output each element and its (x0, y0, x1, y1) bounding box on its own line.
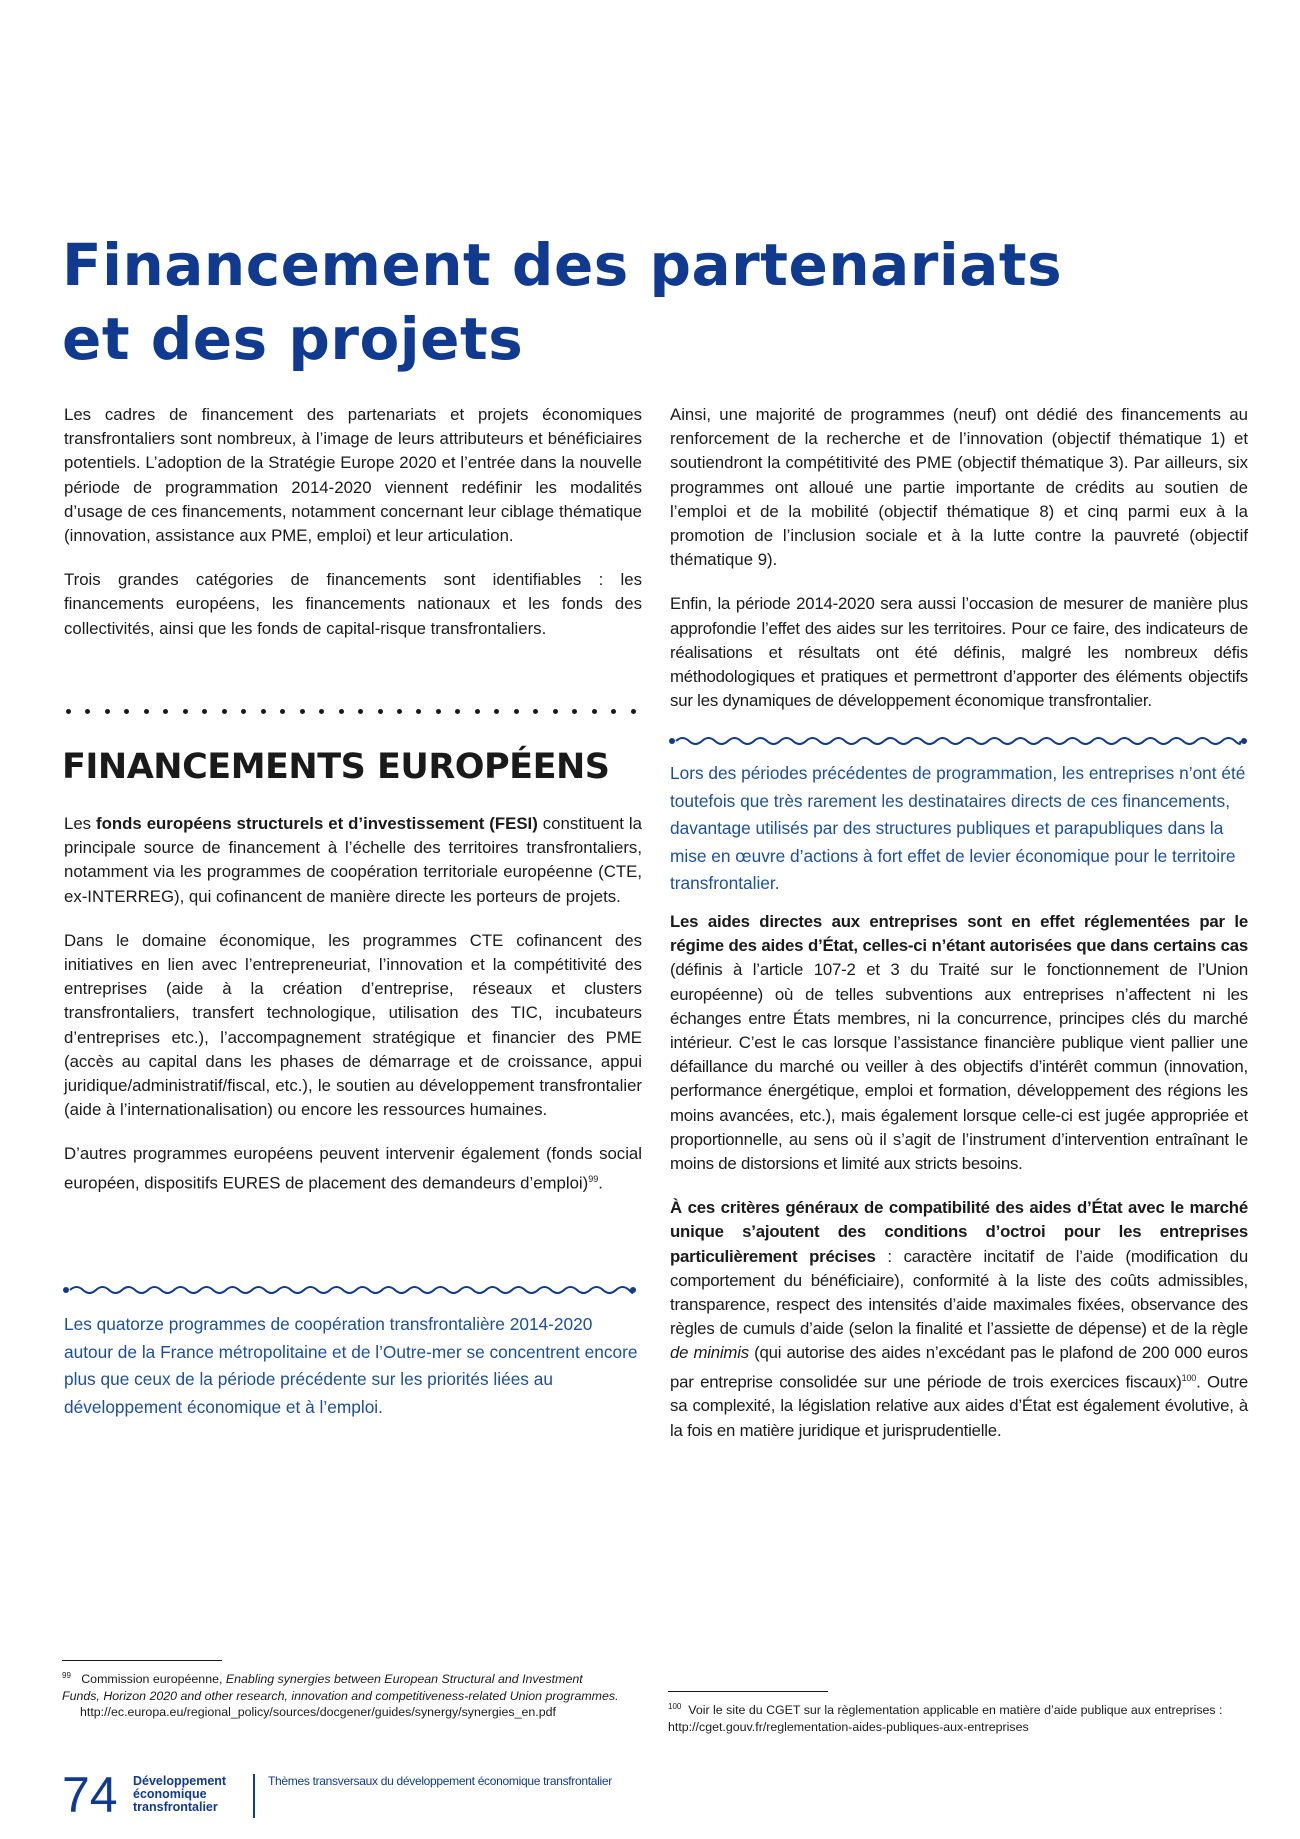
other-programs-paragraph: D’autres programmes européens peuvent intervenir également (fonds social européen, dispositifs EURES de placement des demandeurs d’emploi)$^{99}$. (64, 1144, 642, 1193)
footnote-100: $^{100}$ Voir le site du CGET sur la règlementation applicable en matière d’aide publique aux entreprises : http://cget.gouv.fr/reglementation-aides-publiques-aux-entreprises (668, 1702, 1223, 1734)
footnote-99-link[interactable]: http://ec.europa.eu/regional_policy/sources/docgener/guides/synergy/synergies_en.pdf (80, 1705, 556, 1720)
intro-paragraph: Les cadres de financement des partenariats et projets économiques transfrontaliers sont nombreux, à l’image de leurs attributeurs et bénéficiaires potentiels. L’adoption de la Stratégie Europe 2020 et l’entrée dans la nouvelle période de programmation 2014-2020 viennent redéfinir les modalités d’usage de ces financements, notamment concernant leur ciblage thématique (innovation, assistance aux PME, emploi) et leur articulation. (64, 405, 642, 546)
footer-brand: Développement économique transfrontalier (133, 1774, 227, 1814)
left-highlight-text: Les quatorze programmes de coopération transfrontalière 2014-2020 autour de la France métropolitaine et de l’Outre-mer se concentrent encore plus que ceux de la période précédente sur les priorités liées au développement économique et à l’emploi. (64, 1314, 638, 1417)
right-highlight-text: Lors des périodes précédentes de programmation, les entreprises n’ont été toutefois que très rarement les destinataires directs de ces financements, davantage utilisés par des structures publiques et parapubliques dans la mise en œuvre d’actions à fort effet de levier économique pour le territoire transfrontalier. (670, 763, 1246, 893)
right-highlight-block (670, 760, 1248, 898)
wave-divider-right (668, 733, 1248, 749)
left-column-intro (64, 403, 642, 641)
de-minimis-italic: de minimis (670, 1343, 749, 1363)
right-column-body (670, 910, 1248, 1443)
page-title-line1: Financement des partenariats (62, 231, 1063, 299)
left-highlight-block (64, 1311, 642, 1421)
page-title-line2: et des projets (62, 305, 524, 373)
page-title (62, 228, 1162, 376)
right-column-top (670, 403, 1248, 713)
page-number: 74 (62, 1767, 118, 1823)
footnote-99: $^{99}$ Commission européenne, Enabling synergies between European Structural and Investment Funds, Horizon 2020 and other research, innovation and competitiveness-related Union programmes. http://ec.europa.eu/regional_policy/sources/docgener/guides/synergy/synergies_en.pdf (62, 1671, 619, 1720)
criteria-bold: À ces critères généraux de compatibilité des aides d’État avec le marché unique s’ajoutent des conditions d’octroi pour les entreprises particulièrement précises (670, 1198, 1248, 1266)
left-column-body (64, 812, 642, 1195)
cte-paragraph: Dans le domaine économique, les programmes CTE cofinancent des initiatives en lien avec l’entrepreneuriat, l’innovation et la compétitivité des entreprises (aide à la création d’entreprise, réseaux et clusters transfrontaliers, transfert technologique, utilisation des TIC, incubateurs d’entreprises etc.), l’accompagnement stratégique et financier des PME (accès au capital dans les phases de démarrage et de croissance, appui juridique/administratif/fiscal, etc.), le soutien au développement transfrontalier (aide à l’internationalisation) ou encore les ressources humaines. (64, 930, 642, 1120)
footer-divider (253, 1774, 255, 1818)
evaluation-paragraph: Enfin, la période 2014-2020 sera aussi l’occasion de mesurer de manière plus approfondie l’effet des aides sur les territoires. Pour ce faire, des indicateurs de réalisations et résultats ont été définis, malgré les nombreux défis méthodologiques et pratiques et permettront d’apporter des éléments objectifs sur les dynamiques de développement économique transfrontalier. (670, 594, 1248, 711)
footnote-rule-left (62, 1660, 222, 1661)
wave-divider-left (62, 1282, 637, 1298)
state-aid-paragraph: Les aides directes aux entreprises sont en effet réglementées par le régime des aides d’État, celles-ci n’étant autorisées que dans certains cas (définis à l’article 107-2 et 3 du Traité sur le fonctionnement de l’Union européenne) où de telles subventions aux entreprises n’affectent ni les échanges entre États membres, ni la concurrence, principes clés du marché intérieur. C’est le cas lorsque l’assistance financière publique vient pallier une défaillance du marché ou veiller à des objectifs d’intérêt commun (innovation, performance énergétique, emploi et formation, développement des régions les moins avancées, etc.), mais également lorsque celle-ci est jugée appropriée et proportionnelle, au sens où il s’agit de l’instrument d’intervention entraînant le moins de distorsions et limité aux stricts besoins. (670, 912, 1248, 1174)
footnote-rule-right (668, 1691, 828, 1692)
footer-subtitle: Thèmes transversaux du développement économique transfrontalier (268, 1774, 612, 1788)
dotted-separator (66, 706, 636, 716)
categories-paragraph: Trois grandes catégories de financements sont identifiables : les financements européens, les financements nationaux et les fonds des collectivités, ainsi que les fonds de capital-risque transfrontaliers. (64, 570, 642, 638)
footnote-100-text: Voir le site du CGET sur la règlementation applicable en matière d’aide publique aux entreprises : http://cget.gouv.fr/reglementation-aides-publiques-aux-entreprises (668, 1703, 1223, 1734)
fesi-bold: fonds européens structurels et d’investissement (FESI) (96, 814, 538, 833)
footnote-ref-100[interactable]: 100 (1181, 1372, 1197, 1383)
criteria-paragraph: À ces critères généraux de compatibilité des aides d’État avec le marché unique s’ajoutent des conditions d’octroi pour les entreprises particulièrement précises : caractère incitatif de l’aide (modification du comportement du bénéficiaire), conformité à la liste des coûts admissibles, transparence, respect des intensités d’aide maximales fixées, observance des règles de cumuls d’aide (selon la finalité et l’assiette de dépense) et de la règle de minimis (qui autorise des aides n’excédant pas le plafond de 200 000 euros par entreprise consolidée sur une période de trois exercices fiscaux)$^{100}$. Outre sa complexité, la législation relative aux aides d’État est également évolutive, à la fois en matière juridique et jurisprudentielle. (670, 1198, 1248, 1440)
fesi-paragraph: Les fonds européens structurels et d’investissement (FESI) constituent la principale source de financement à l’échelle des territoires transfrontaliers, notamment via les programmes de coopération territoriale européenne (CTE, ex-INTERREG), qui cofinancent de manière directe les porteurs de projets. (64, 814, 642, 906)
footnote-ref-99[interactable]: 99 (588, 1173, 599, 1184)
programs-paragraph: Ainsi, une majorité de programmes (neuf) ont dédié des financements au renforcement de la recherche et de l’innovation (objectif thématique 1) et soutiendront la compétitivité des PME (objectif thématique 3). Par ailleurs, six programmes ont alloué une partie importante de crédits au soutien de l’emploi et de la mobilité (objectif thématique 8) et cinq parmi eux à la promotion de l’inclusion sociale et à la lutte contre la pauvreté (objectif thématique 9). (670, 405, 1248, 570)
section-title: FINANCEMENTS EUROPÉENS (62, 747, 610, 787)
state-aid-bold: Les aides directes aux entreprises sont en effet réglementées par le régime des aides d’État, celles-ci n’étant autorisées que dans certains cas (670, 912, 1248, 956)
